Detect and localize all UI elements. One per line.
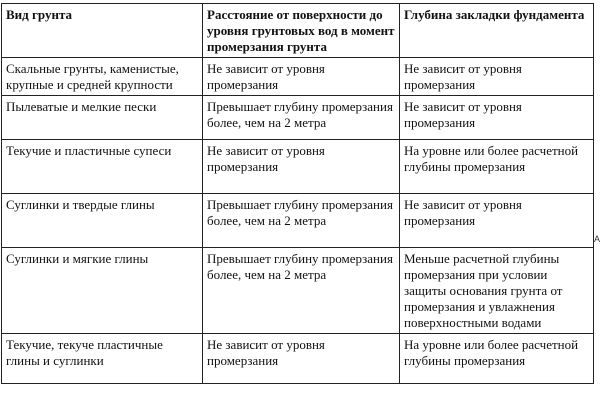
cell-soil-type: Текучие и пластичные супеси [2,140,203,194]
cell-foundation-depth: Не зависит от уровня промерзания [400,194,594,248]
cell-foundation-depth: На уровне или более расчетной глубины промерзания [400,140,594,194]
cell-foundation-depth: Меньше расчетной глубины промерзания при условии защиты основания грунта от промерзания и увлажнения поверхностными водами [400,248,594,334]
cell-soil-type: Текучие, текуче пластичные глины и суглинки [2,334,203,384]
cell-foundation-depth: Не зависит от уровня промерзания [400,58,594,96]
table-row [2,140,594,194]
header-groundwater-distance: Расстояние от поверхности до уровня грунтовых вод в момент промерзания грунта [203,4,400,58]
table-row [2,194,594,248]
table-row [2,58,594,96]
soil-foundation-table [1,3,594,384]
table-row [2,248,594,334]
cell-groundwater-distance: Не зависит от уровня промерзания [203,334,400,384]
header-soil-type: Вид грунта [2,4,203,58]
edge-fragment-letter: A [594,234,600,244]
header-foundation-depth: Глубина закладки фундамента [400,4,594,58]
cell-groundwater-distance: Не зависит от уровня промерзания [203,140,400,194]
table-row [2,334,594,384]
table-row [2,96,594,140]
cell-groundwater-distance: Превышает глубину промерзания более, чем на 2 метра [203,194,400,248]
cell-groundwater-distance: Превышает глубину промерзания более, чем на 2 метра [203,248,400,334]
cell-foundation-depth: На уровне или более расчетной глубины промерзания [400,334,594,384]
cell-soil-type: Пылеватые и мелкие пески [2,96,203,140]
cell-soil-type: Скальные грунты, каменистые, крупные и средней крупности [2,58,203,96]
cell-soil-type: Суглинки и мягкие глины [2,248,203,334]
table-header-row [2,4,594,58]
cell-groundwater-distance: Не зависит от уровня промерзания [203,58,400,96]
cell-foundation-depth: Не зависит от уровня промерзания [400,96,594,140]
cell-soil-type: Суглинки и твердые глины [2,194,203,248]
cell-groundwater-distance: Превышает глубину промерзания более, чем на 2 метра [203,96,400,140]
